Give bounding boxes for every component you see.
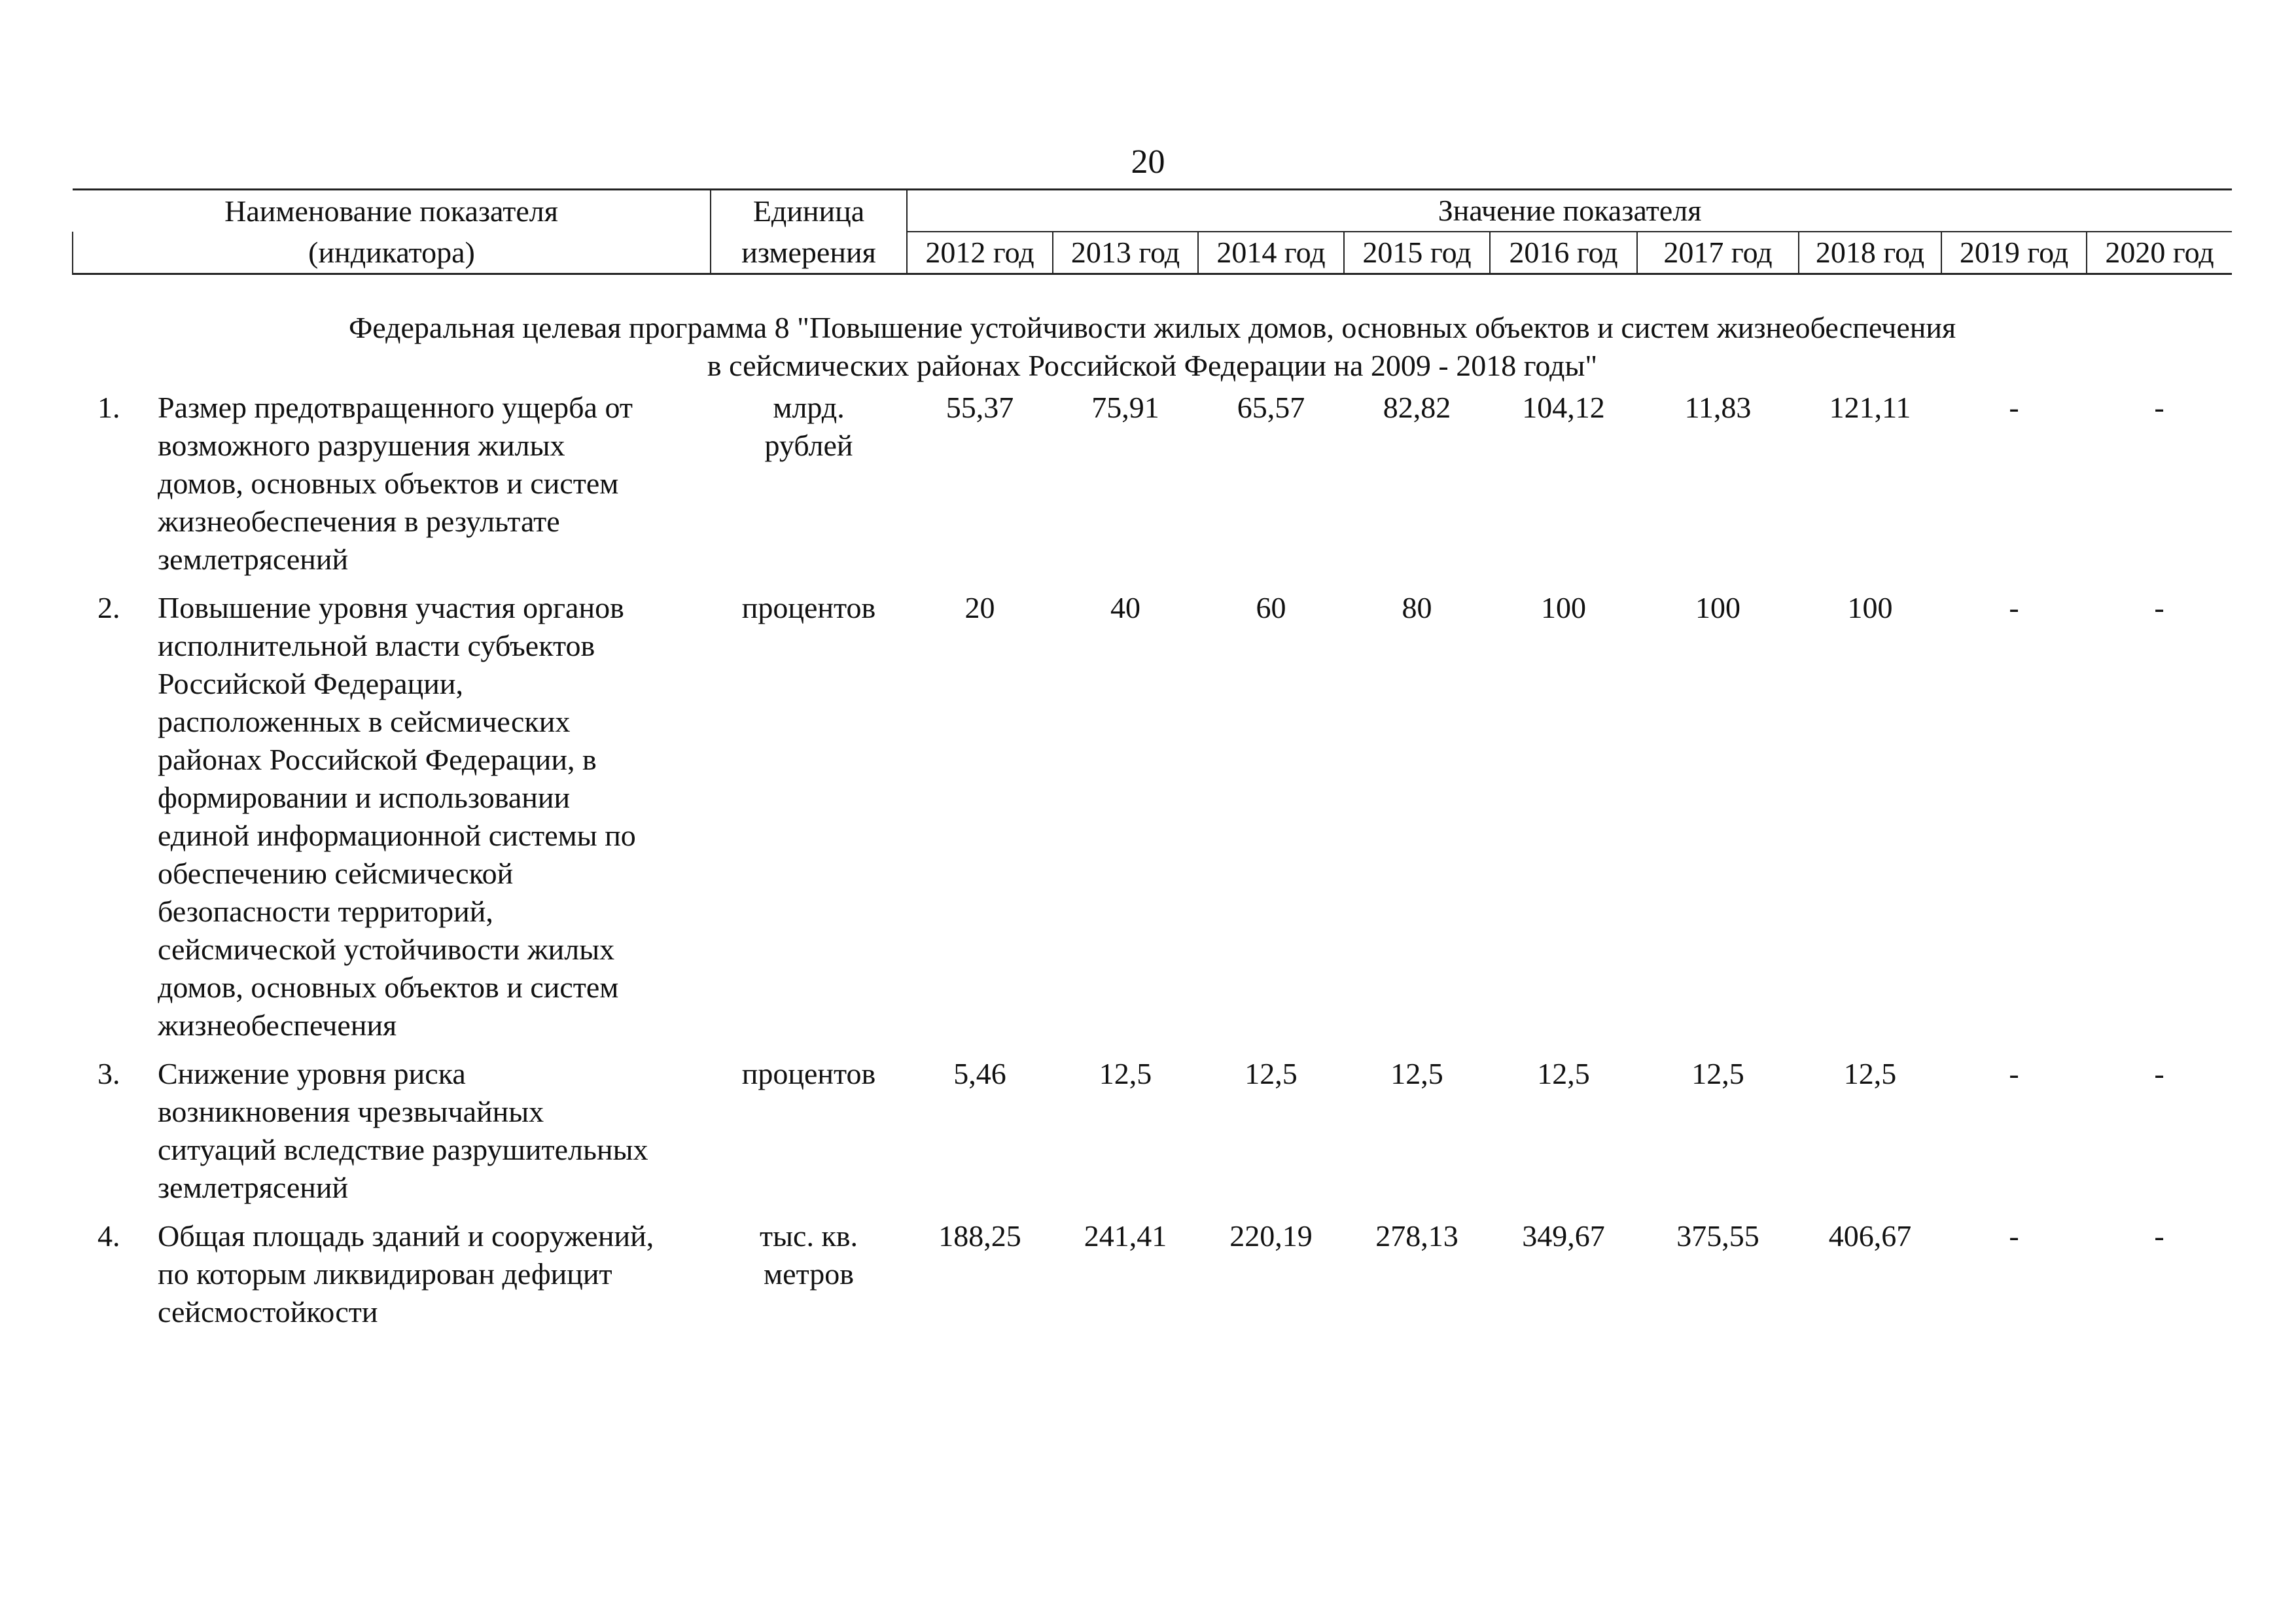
value-cell: - xyxy=(2009,1057,2019,1090)
indicator-name-line: Российской Федерации, xyxy=(158,667,463,700)
value-cell: 12,5 xyxy=(1245,1057,1298,1090)
unit-line: рублей xyxy=(764,429,853,462)
value-cell: 100 xyxy=(1541,591,1587,624)
indicator-name-line: ситуаций вследствие разрушительных xyxy=(158,1133,648,1166)
value-cell: 82,82 xyxy=(1383,391,1451,424)
indicator-name-line: жизнеобеспечения xyxy=(158,1008,397,1042)
indicator-name-line: Снижение уровня риска xyxy=(158,1057,466,1090)
value-cell: 5,46 xyxy=(953,1057,1006,1090)
value-cell: 12,5 xyxy=(1099,1057,1152,1090)
unit-header-sub: измерения xyxy=(711,232,907,274)
values-header: Значение показателя xyxy=(907,190,2232,232)
indicator-name-line: землетрясений xyxy=(158,543,349,576)
value-cell: 406,67 xyxy=(1828,1219,1912,1253)
page-number: 20 xyxy=(1131,143,1165,181)
value-cell: 121,11 xyxy=(1829,391,1911,424)
value-cell: 40 xyxy=(1110,591,1141,624)
unit-line: млрд. xyxy=(773,391,845,424)
indicator-name-line: землетрясений xyxy=(158,1171,349,1204)
table-header xyxy=(73,190,2232,274)
value-cell: 12,5 xyxy=(1537,1057,1590,1090)
value-cell: 220,19 xyxy=(1229,1219,1313,1253)
indicator-name-line: обеспечению сейсмической xyxy=(158,857,514,890)
value-cell: 55,37 xyxy=(945,391,1014,424)
indicator-name-line: расположенных в сейсмических xyxy=(158,705,571,738)
indicator-name-line: сейсмической устойчивости жилых xyxy=(158,933,615,966)
value-cell: 12,5 xyxy=(1390,1057,1443,1090)
indicator-name-line: районах Российской Федерации, в xyxy=(158,743,597,776)
section-title-row xyxy=(73,309,2232,389)
year-header: 2018 год xyxy=(1799,232,1941,274)
year-header: 2014 год xyxy=(1198,232,1344,274)
value-cell: 349,67 xyxy=(1522,1219,1605,1253)
indicator-name-line: безопасности территорий, xyxy=(158,895,493,928)
value-cell: - xyxy=(2154,591,2164,624)
indicator-name-line: возникновения чрезвычайных xyxy=(158,1095,544,1128)
row-number: 3. xyxy=(97,1057,120,1090)
value-cell: 65,57 xyxy=(1237,391,1305,424)
value-cell: 188,25 xyxy=(938,1219,1021,1253)
year-header: 2019 год xyxy=(1941,232,2087,274)
indicator-name-line: Повышение уровня участия органов xyxy=(158,591,624,624)
indicator-name xyxy=(158,589,711,1055)
indicator-name-line: единой информационной системы по xyxy=(158,819,636,852)
unit-line: тыс. кв. xyxy=(760,1219,858,1253)
value-cell: 12,5 xyxy=(1843,1057,1897,1090)
row-number: 2. xyxy=(97,591,120,624)
indicator-name-line: жизнеобеспечения в результате xyxy=(158,505,560,538)
indicator-name-line: домов, основных объектов и систем xyxy=(158,467,619,500)
indicator-name-line: исполнительной власти субъектов xyxy=(158,629,595,662)
value-cell: 100 xyxy=(1695,591,1741,624)
value-cell: 11,83 xyxy=(1684,391,1752,424)
value-cell: 12,5 xyxy=(1691,1057,1744,1090)
table-row xyxy=(73,589,2232,1055)
row-number: 4. xyxy=(97,1219,120,1253)
indicator-name-line: Общая площадь зданий и сооружений, xyxy=(158,1219,654,1253)
section-title-line: Федеральная целевая программа 8 "Повышение устойчивости жилых домов, основных объектов и систем жизнеобеспечения xyxy=(348,311,1956,344)
indicator-name-header-sub: (индикатора) xyxy=(73,232,711,274)
value-cell: 60 xyxy=(1256,591,1286,624)
section-title xyxy=(73,309,2232,389)
year-header: 2013 год xyxy=(1053,232,1198,274)
value-cell: 100 xyxy=(1847,591,1893,624)
table-body xyxy=(73,274,2232,1342)
unit-of-measure xyxy=(711,389,907,589)
value-cell: 20 xyxy=(964,591,995,624)
table-row xyxy=(73,1055,2232,1217)
value-cell: 80 xyxy=(1402,591,1432,624)
value-cell: 104,12 xyxy=(1522,391,1605,424)
year-header: 2020 год xyxy=(2087,232,2232,274)
indicator-name xyxy=(158,1055,711,1217)
year-header: 2017 год xyxy=(1637,232,1799,274)
year-header: 2012 год xyxy=(907,232,1053,274)
value-cell: - xyxy=(2154,1219,2164,1253)
table-row xyxy=(73,1217,2232,1342)
value-cell: - xyxy=(2009,591,2019,624)
indicator-table xyxy=(72,188,2232,1342)
section-title-line: в сейсмических районах Российской Федерации на 2009 - 2018 годы" xyxy=(707,349,1598,382)
unit-line: процентов xyxy=(741,1057,876,1090)
value-cell: 241,41 xyxy=(1084,1219,1167,1253)
unit-line: процентов xyxy=(741,591,876,624)
value-cell: - xyxy=(2009,391,2019,424)
indicator-name-line: по которым ликвидирован дефицит xyxy=(158,1257,612,1291)
indicator-name-header: Наименование показателя xyxy=(73,190,711,232)
year-header: 2015 год xyxy=(1344,232,1490,274)
value-cell: 278,13 xyxy=(1375,1219,1458,1253)
indicator-name-line: возможного разрушения жилых xyxy=(158,429,565,462)
value-cell: - xyxy=(2154,1057,2164,1090)
row-number: 1. xyxy=(97,391,120,424)
value-cell: 75,91 xyxy=(1091,391,1159,424)
indicator-name xyxy=(158,1217,711,1342)
indicator-name-line: формировании и использовании xyxy=(158,781,571,814)
indicator-name-line: сейсмостойкости xyxy=(158,1295,378,1329)
unit-line: метров xyxy=(764,1257,854,1291)
unit-of-measure xyxy=(711,589,907,1055)
year-header: 2016 год xyxy=(1490,232,1637,274)
unit-of-measure xyxy=(711,1055,907,1217)
indicator-name-line: домов, основных объектов и систем xyxy=(158,971,619,1004)
value-cell: - xyxy=(2154,391,2164,424)
indicator-name xyxy=(158,389,711,589)
value-cell: 375,55 xyxy=(1676,1219,1759,1253)
unit-of-measure xyxy=(711,1217,907,1342)
value-cell: - xyxy=(2009,1219,2019,1253)
unit-header: Единица xyxy=(711,190,907,232)
indicator-name-line: Размер предотвращенного ущерба от xyxy=(158,391,633,424)
table-row xyxy=(73,389,2232,589)
